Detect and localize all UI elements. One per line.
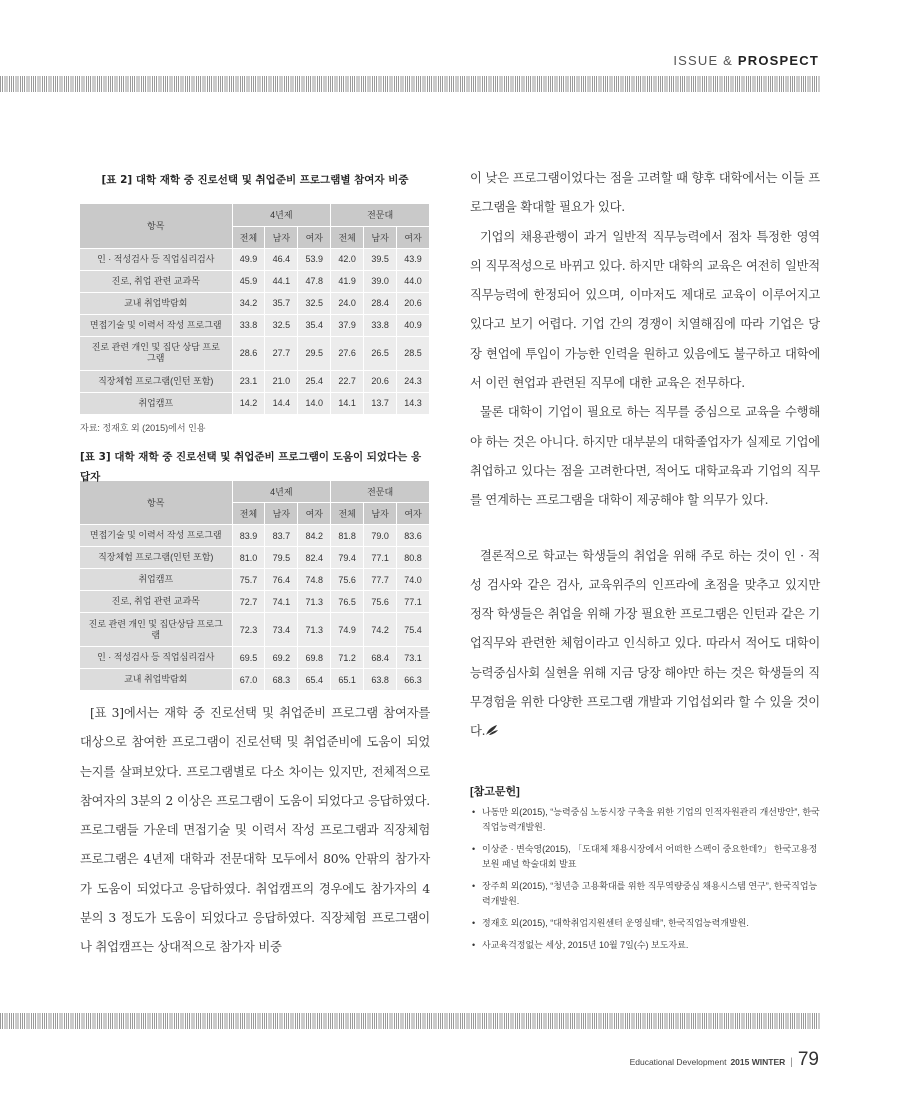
table3-subheader: 전체 [232, 503, 265, 525]
right-paragraph-1: 이 낮은 프로그램이었다는 점을 고려할 때 향후 대학에서는 이들 프로그램을 확대할 필요가 있다. [470, 171, 820, 215]
table3-cell: 65.1 [331, 669, 364, 691]
table3-cell: 71.2 [331, 647, 364, 669]
table3-cell: 67.0 [232, 669, 265, 691]
table3-cell: 75.7 [232, 569, 265, 591]
table3-row-label: 진로, 취업 관련 교과목 [80, 591, 232, 613]
table3-cell: 69.8 [298, 647, 331, 669]
table3-cell: 71.3 [298, 591, 331, 613]
table3-cell: 63.8 [364, 669, 397, 691]
table2-cell: 25.4 [298, 370, 331, 392]
table2-cell: 27.6 [331, 336, 364, 370]
table2-cell: 28.5 [397, 336, 430, 370]
table-row [80, 248, 430, 270]
table2-group-college: 전문대 [331, 204, 430, 226]
table2-row-label: 교내 취업박람회 [80, 292, 232, 314]
table3-cell: 76.5 [331, 591, 364, 613]
table3 [80, 481, 430, 692]
table2-cell: 14.3 [397, 392, 430, 414]
table3-group-4yr: 4년제 [232, 481, 331, 503]
table3-cell: 77.7 [364, 569, 397, 591]
reference-item: • 사교육걱정없는 세상, 2015년 10월 7일(수) 보도자료. [470, 938, 820, 953]
table3-cell: 73.4 [265, 613, 298, 647]
table2-cell: 27.7 [265, 336, 298, 370]
table2-cell: 13.7 [364, 392, 397, 414]
table3-cell: 69.5 [232, 647, 265, 669]
table2-row-label: 직장체험 프로그램(인턴 포함) [80, 370, 232, 392]
table2-cell: 32.5 [265, 314, 298, 336]
table3-cell: 65.4 [298, 669, 331, 691]
table3-row-label: 진로 관련 개인 및 집단상담 프로그램 [80, 613, 232, 647]
table3-cell: 75.6 [331, 569, 364, 591]
table-row [80, 292, 430, 314]
table2-cell: 45.9 [232, 270, 265, 292]
table2-cell: 23.1 [232, 370, 265, 392]
table2-cell: 21.0 [265, 370, 298, 392]
table2-cell: 35.7 [265, 292, 298, 314]
table3-cell: 81.0 [232, 547, 265, 569]
table2-cell: 14.2 [232, 392, 265, 414]
table3-cell: 83.9 [232, 525, 265, 547]
table3-cell: 82.4 [298, 547, 331, 569]
table2-cell: 47.8 [298, 270, 331, 292]
table2-cell: 44.1 [265, 270, 298, 292]
table2-cell: 14.0 [298, 392, 331, 414]
table3-cell: 66.3 [397, 669, 430, 691]
table2-cell: 34.2 [232, 292, 265, 314]
table3-cell: 72.3 [232, 613, 265, 647]
table3-cell: 74.0 [397, 569, 430, 591]
page-number: 79 [797, 1049, 819, 1070]
left-column [80, 170, 430, 963]
table3-subheader: 남자 [265, 503, 298, 525]
table3-cell: 80.8 [397, 547, 430, 569]
table-row [80, 591, 430, 613]
table3-cell: 79.0 [364, 525, 397, 547]
footer-separator: | [790, 1057, 793, 1068]
right-column [470, 170, 820, 960]
table3-cell: 68.4 [364, 647, 397, 669]
left-body-paragraph: [표 3]에서는 재학 중 진로선택 및 취업준비 프로그램 참여자를 대상으로 참여한 프로그램이 진로선택 및 취업준비에 도움이 되었는지를 살펴보았다. 프로그램별로 다소 차이는 있지만, 전체적으로 참여자의 3분의 2 이상은 프로그램이 도움이 되었다고 응답하였다. 프로그램들 가운데 면접기술 및 이력서 작성 프로그램과 직장체험 프로그램은 4년제 대학과 전문대학 모두에서 80% 안팎의 참가자가 도움이 되었다고 응답하였다. 취업캠프의 경우에도 참가자의 4분의 3 정도가 도움이 되었다고 응답하였다. 직장체험 프로그램이나 취업캠프는 상대적으로 참가자 비중 [80, 706, 430, 955]
table3-cell: 73.1 [397, 647, 430, 669]
table3-cell: 79.4 [331, 547, 364, 569]
table2-cell: 20.6 [364, 370, 397, 392]
top-decorative-bar [0, 76, 820, 92]
table-row [80, 392, 430, 414]
table2-cell: 28.6 [232, 336, 265, 370]
table-row [80, 314, 430, 336]
table2-subheader: 남자 [364, 226, 397, 248]
table3-cell: 75.6 [364, 591, 397, 613]
table-row [80, 270, 430, 292]
table2-cell: 20.6 [397, 292, 430, 314]
table2-cell: 22.7 [331, 370, 364, 392]
table3-cell: 71.3 [298, 613, 331, 647]
table3-cell: 83.6 [397, 525, 430, 547]
table2-cell: 29.5 [298, 336, 331, 370]
right-paragraph-4 [470, 542, 820, 747]
table-row [80, 525, 430, 547]
table3-group-college: 전문대 [331, 481, 430, 503]
table2-cell: 14.1 [331, 392, 364, 414]
table3-item-header: 항목 [80, 481, 232, 525]
table2-cell: 33.8 [364, 314, 397, 336]
table3-cell: 75.4 [397, 613, 430, 647]
table3-cell: 84.2 [298, 525, 331, 547]
table2-source: 자료: 정재호 외 (2015)에서 인용 [80, 422, 206, 433]
table3-cell: 74.2 [364, 613, 397, 647]
table3-subheader: 전체 [331, 503, 364, 525]
references-title: [참고문헌] [470, 785, 520, 798]
table-row [80, 370, 430, 392]
table2-subheader: 여자 [397, 226, 430, 248]
table2-cell: 40.9 [397, 314, 430, 336]
table2-cell: 44.0 [397, 270, 430, 292]
table2-cell: 32.5 [298, 292, 331, 314]
table3-cell: 72.7 [232, 591, 265, 613]
table2-cell: 24.3 [397, 370, 430, 392]
table3-cell: 79.5 [265, 547, 298, 569]
table3-row-label: 면접기술 및 이력서 작성 프로그램 [80, 525, 232, 547]
table2-cell: 43.9 [397, 248, 430, 270]
footer-journal: Educational Development [629, 1057, 727, 1067]
table3-subheader: 여자 [298, 503, 331, 525]
page-footer [630, 1049, 819, 1071]
table2-cell: 33.8 [232, 314, 265, 336]
section-label-prospect: PROSPECT [737, 53, 819, 68]
table3-cell: 83.7 [265, 525, 298, 547]
leaf-end-mark-icon [485, 724, 499, 736]
table2-row-label: 인 · 적성검사 등 직업심리검사 [80, 248, 232, 270]
table2-cell: 46.4 [265, 248, 298, 270]
table2-cell: 42.0 [331, 248, 364, 270]
table2-row-label: 면접기술 및 이력서 작성 프로그램 [80, 314, 232, 336]
table2-row-label: 취업캠프 [80, 392, 232, 414]
table3-cell: 74.1 [265, 591, 298, 613]
reference-item: • 이상준 · 변숙영(2015), 「도대체 채용시장에서 어떠한 스펙이 중요한데?」 한국고용정보원 패널 학술대회 발표 [470, 842, 820, 872]
table2-item-header: 항목 [80, 204, 232, 248]
reference-item: • 정재호 외(2015), “대학취업지원센터 운영실태”, 한국직업능력개발원. [470, 916, 820, 931]
table2-cell: 39.5 [364, 248, 397, 270]
table2-row-label: 진로, 취업 관련 교과목 [80, 270, 232, 292]
reference-item: • 나동만 외(2015), “능력중심 노동시장 구축을 위한 기업의 인적자원관리 개선방안”, 한국직업능력개발원. [470, 805, 820, 835]
section-label [673, 53, 819, 68]
table2-caption: [표 2] 대학 재학 중 진로선택 및 취업준비 프로그램별 참여자 비중 [101, 174, 409, 186]
table3-row-label: 직장체험 프로그램(인턴 포함) [80, 547, 232, 569]
table3-row-label: 취업캠프 [80, 569, 232, 591]
table2-subheader: 전체 [232, 226, 265, 248]
table-row [80, 547, 430, 569]
table2-row-label: 진로 관련 개인 및 집단 상담 프로그램 [80, 336, 232, 370]
table3-cell: 76.4 [265, 569, 298, 591]
table-row [80, 613, 430, 647]
table2-cell: 28.4 [364, 292, 397, 314]
right-paragraph-3: 물론 대학이 기업이 필요로 하는 직무를 중심으로 교육을 수행해야 하는 것은 아니다. 하지만 대부분의 대학졸업자가 실제로 기업에 취업하고 있다는 점을 고려한다면, 적어도 대학교육과 기업의 직무를 연계하는 프로그램을 대학이 제공해야 할 의무가 있다. [470, 405, 820, 508]
reference-item: • 장주희 외(2015), “청년층 고용확대를 위한 직무역량중심 채용시스템 연구”, 한국직업능력개발원. [470, 879, 820, 909]
references-list [470, 805, 820, 953]
table2-subheader: 여자 [298, 226, 331, 248]
table3-subheader: 여자 [397, 503, 430, 525]
table3-caption: [표 3] 대학 재학 중 진로선택 및 취업준비 프로그램이 도움이 되었다는 응답자 [80, 450, 422, 483]
table3-cell: 81.8 [331, 525, 364, 547]
table2-cell: 26.5 [364, 336, 397, 370]
table-row [80, 569, 430, 591]
table3-cell: 69.2 [265, 647, 298, 669]
table3-cell: 74.8 [298, 569, 331, 591]
table2 [80, 204, 430, 415]
footer-issue: 2015 WINTER [730, 1057, 786, 1067]
table2-cell: 37.9 [331, 314, 364, 336]
right-paragraph-4-text: 결론적으로 학교는 학생들의 취업을 위해 주로 하는 것이 인 · 적성 검사와 같은 검사, 교육위주의 인프라에 초점을 맞추고 있지만 정작 학생들은 취업을 위해 가장 필요한 프로그램은 인턴과 같은 기업직무와 관련한 체험이라고 인식하고 있다. 따라서 적어도 대학이 능력중심사회 실현을 위해 지금 당장 해야만 하는 것은 학생들의 직무경험을 위한 다양한 프로그램 개발과 기업섭외라 할 수 있을 것이다. [470, 548, 820, 739]
table2-cell: 39.0 [364, 270, 397, 292]
table3-row-label: 인 · 적성검사 등 직업심리검사 [80, 647, 232, 669]
table2-subheader: 전체 [331, 226, 364, 248]
table2-cell: 35.4 [298, 314, 331, 336]
references [470, 783, 820, 953]
table2-cell: 41.9 [331, 270, 364, 292]
bottom-decorative-bar [0, 1013, 820, 1029]
table-row [80, 647, 430, 669]
right-paragraph-2: 기업의 채용관행이 과거 일반적 직무능력에서 점차 특정한 영역의 직무적성으로 바뀌고 있다. 하지만 대학의 교육은 여전히 일반적 직무능력에 한정되어 있으며, 이마저도 제대로 교육이 이루어지고 있다고 보기 어렵다. 기업 간의 경쟁이 치열해짐에 따라 기업은 당장 현업에 투입이 가능한 인력을 원하고 있음에도 불구하고 대학에서 이런 현업과 관련된 직무에 대한 교육은 전무하다. [470, 229, 820, 391]
table2-cell: 53.9 [298, 248, 331, 270]
table3-cell: 68.3 [265, 669, 298, 691]
table3-cell: 77.1 [397, 591, 430, 613]
table3-row-label: 교내 취업박람회 [80, 669, 232, 691]
table2-cell: 24.0 [331, 292, 364, 314]
table2-subheader: 남자 [265, 226, 298, 248]
section-label-issue: ISSUE & [673, 53, 734, 68]
table3-cell: 74.9 [331, 613, 364, 647]
table2-cell: 14.4 [265, 392, 298, 414]
table2-cell: 49.9 [232, 248, 265, 270]
table2-group-4yr: 4년제 [232, 204, 331, 226]
table3-subheader: 남자 [364, 503, 397, 525]
table-row [80, 336, 430, 370]
table-row [80, 669, 430, 691]
table3-cell: 77.1 [364, 547, 397, 569]
